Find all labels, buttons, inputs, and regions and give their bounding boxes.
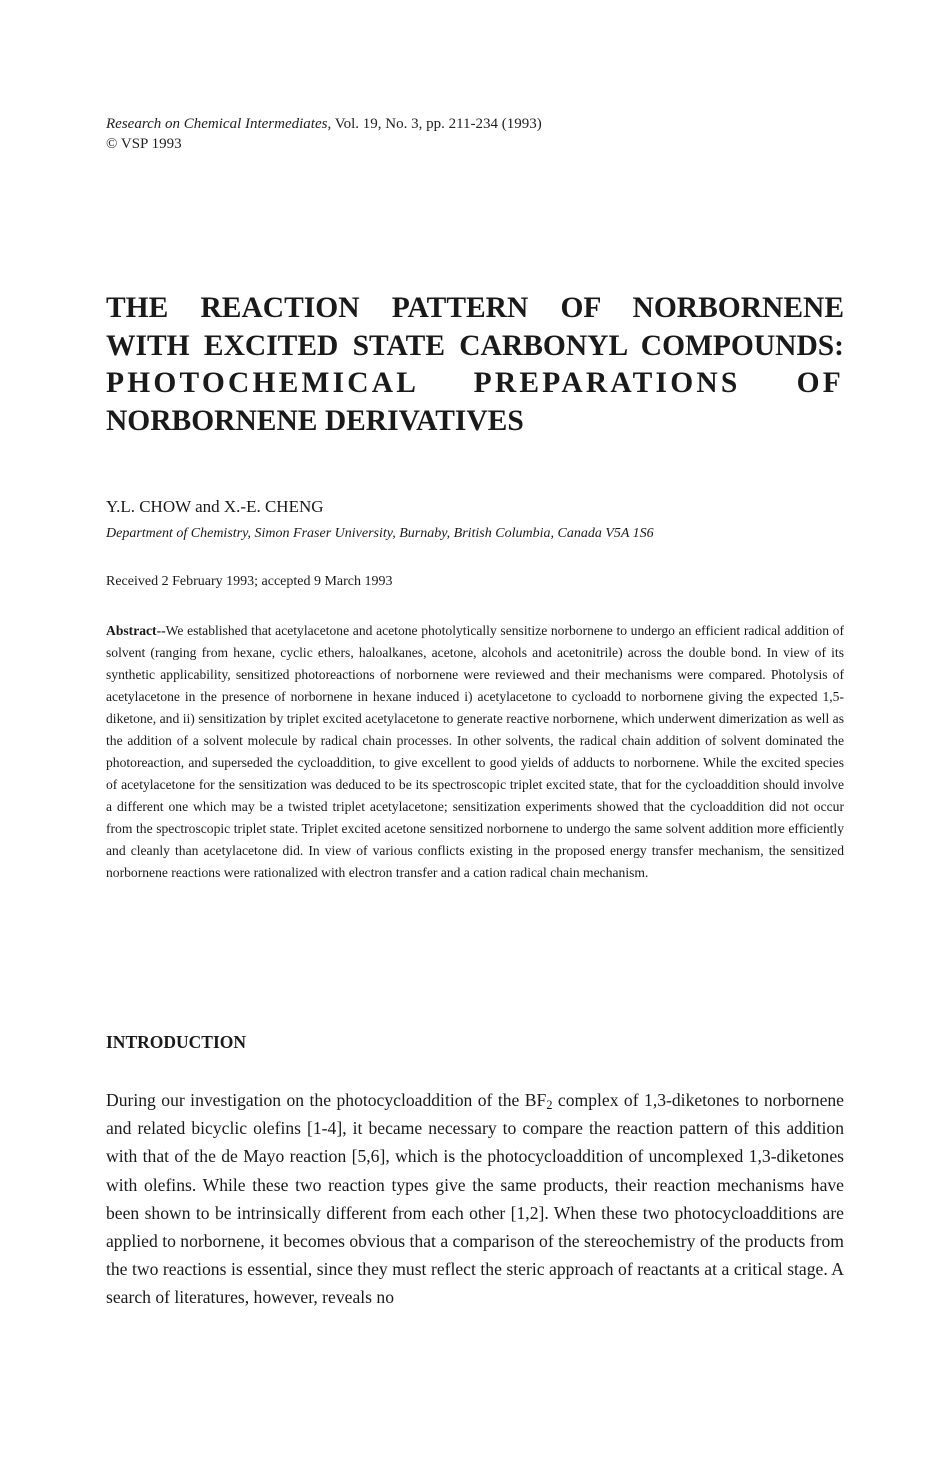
abstract-text: We established that acetylacetone and acetone photolytically sensitize norbornene to undergo an efficient radical addition of solvent (ranging from hexane, cyclic ethers, haloalkanes, acetone, alcohols and acetonitrile) across the double bond. In view of its synthetic applicability, sensitized photoreactions of norbornene were reviewed and their mechanisms were compared. Photolysis of acetylacetone in the presence of norbornene in hexane induced i) acetylacetone to cycloadd to norbornene giving the expected 1,5-diketone, and ii) sensitization by triplet excited acetylacetone to generate reactive norbornene, which underwent dimerization as well as the addition of a solvent molecule by radical chain processes. In other solvents, the radical chain addition of solvent dominated the photoreaction, and superseded the cycloaddition, to give excellent to good yields of adducts to norbornene. While the excited species of acetylacetone for the sensitization was deduced to be its spectroscopic triplet excited state, that for the cycloaddition should involve a different one which may be a twisted triplet acetylacetone; sensitization experiments showed that the cycloaddition did not occur from the spectroscopic triplet state. Triplet excited acetone sensitized norbornene to undergo the same solvent addition more efficiently and cleanly than acetylacetone did. In view of various conflicts existing in the proposed energy transfer mechanism, the sensitized norbornene reactions were rationalized with electron transfer and a cation radical chain mechanism. (106, 623, 844, 880)
title-line: THE REACTION PATTERN OF NORBORNENE (106, 292, 844, 324)
title-line: PHOTOCHEMICAL PREPARATIONS OF (106, 367, 844, 399)
affiliation: Department of Chemistry, Simon Fraser University, Burnaby, British Columbia, Canada V5A 1S6 (106, 526, 654, 541)
received-date: Received 2 February 1993; accepted 9 March 1993 (106, 574, 393, 589)
journal-name: Research on Chemical Intermediates, (106, 116, 332, 132)
paper-title (106, 290, 844, 440)
introduction-paragraph (106, 1086, 844, 1312)
section-heading: INTRODUCTION (106, 1032, 247, 1052)
subscript: 2 (546, 1098, 553, 1113)
author-list: Y.L. CHOW and X.-E. CHENG (106, 497, 324, 516)
abstract-label: Abstract-- (106, 623, 166, 638)
title-line: NORBORNENE DERIVATIVES (106, 404, 524, 437)
volume-info: Vol. 19, No. 3, pp. 211-234 (1993) (331, 116, 542, 132)
abstract (106, 620, 844, 884)
copyright-line: © VSP 1993 (106, 136, 182, 152)
journal-header (106, 114, 542, 154)
intro-text-start: During our investigation on the photocycloaddition of the BF (106, 1090, 547, 1110)
journal-citation (106, 114, 542, 134)
title-line: WITH EXCITED STATE CARBONYL COMPOUNDS: (106, 329, 844, 362)
intro-text-rest: complex of 1,3-diketones to norbornene and related bicyclic olefins [1-4], it became necessary to compare the reaction pattern of this addition with that of the de Mayo reaction [5,6], which is the photocycloaddition of uncomplexed 1,3-diketones with olefins. While these two reaction types give the same products, their reaction mechanisms have been shown to be intrinsically different from each other [1,2]. When these two photocycloadditions are applied to norbornene, it becomes obvious that a comparison of the stereochemistry of the products from the two reactions is essential, since they must reflect the steric approach of reactants at a critical stage. A search of literatures, however, reveals no (106, 1090, 844, 1308)
